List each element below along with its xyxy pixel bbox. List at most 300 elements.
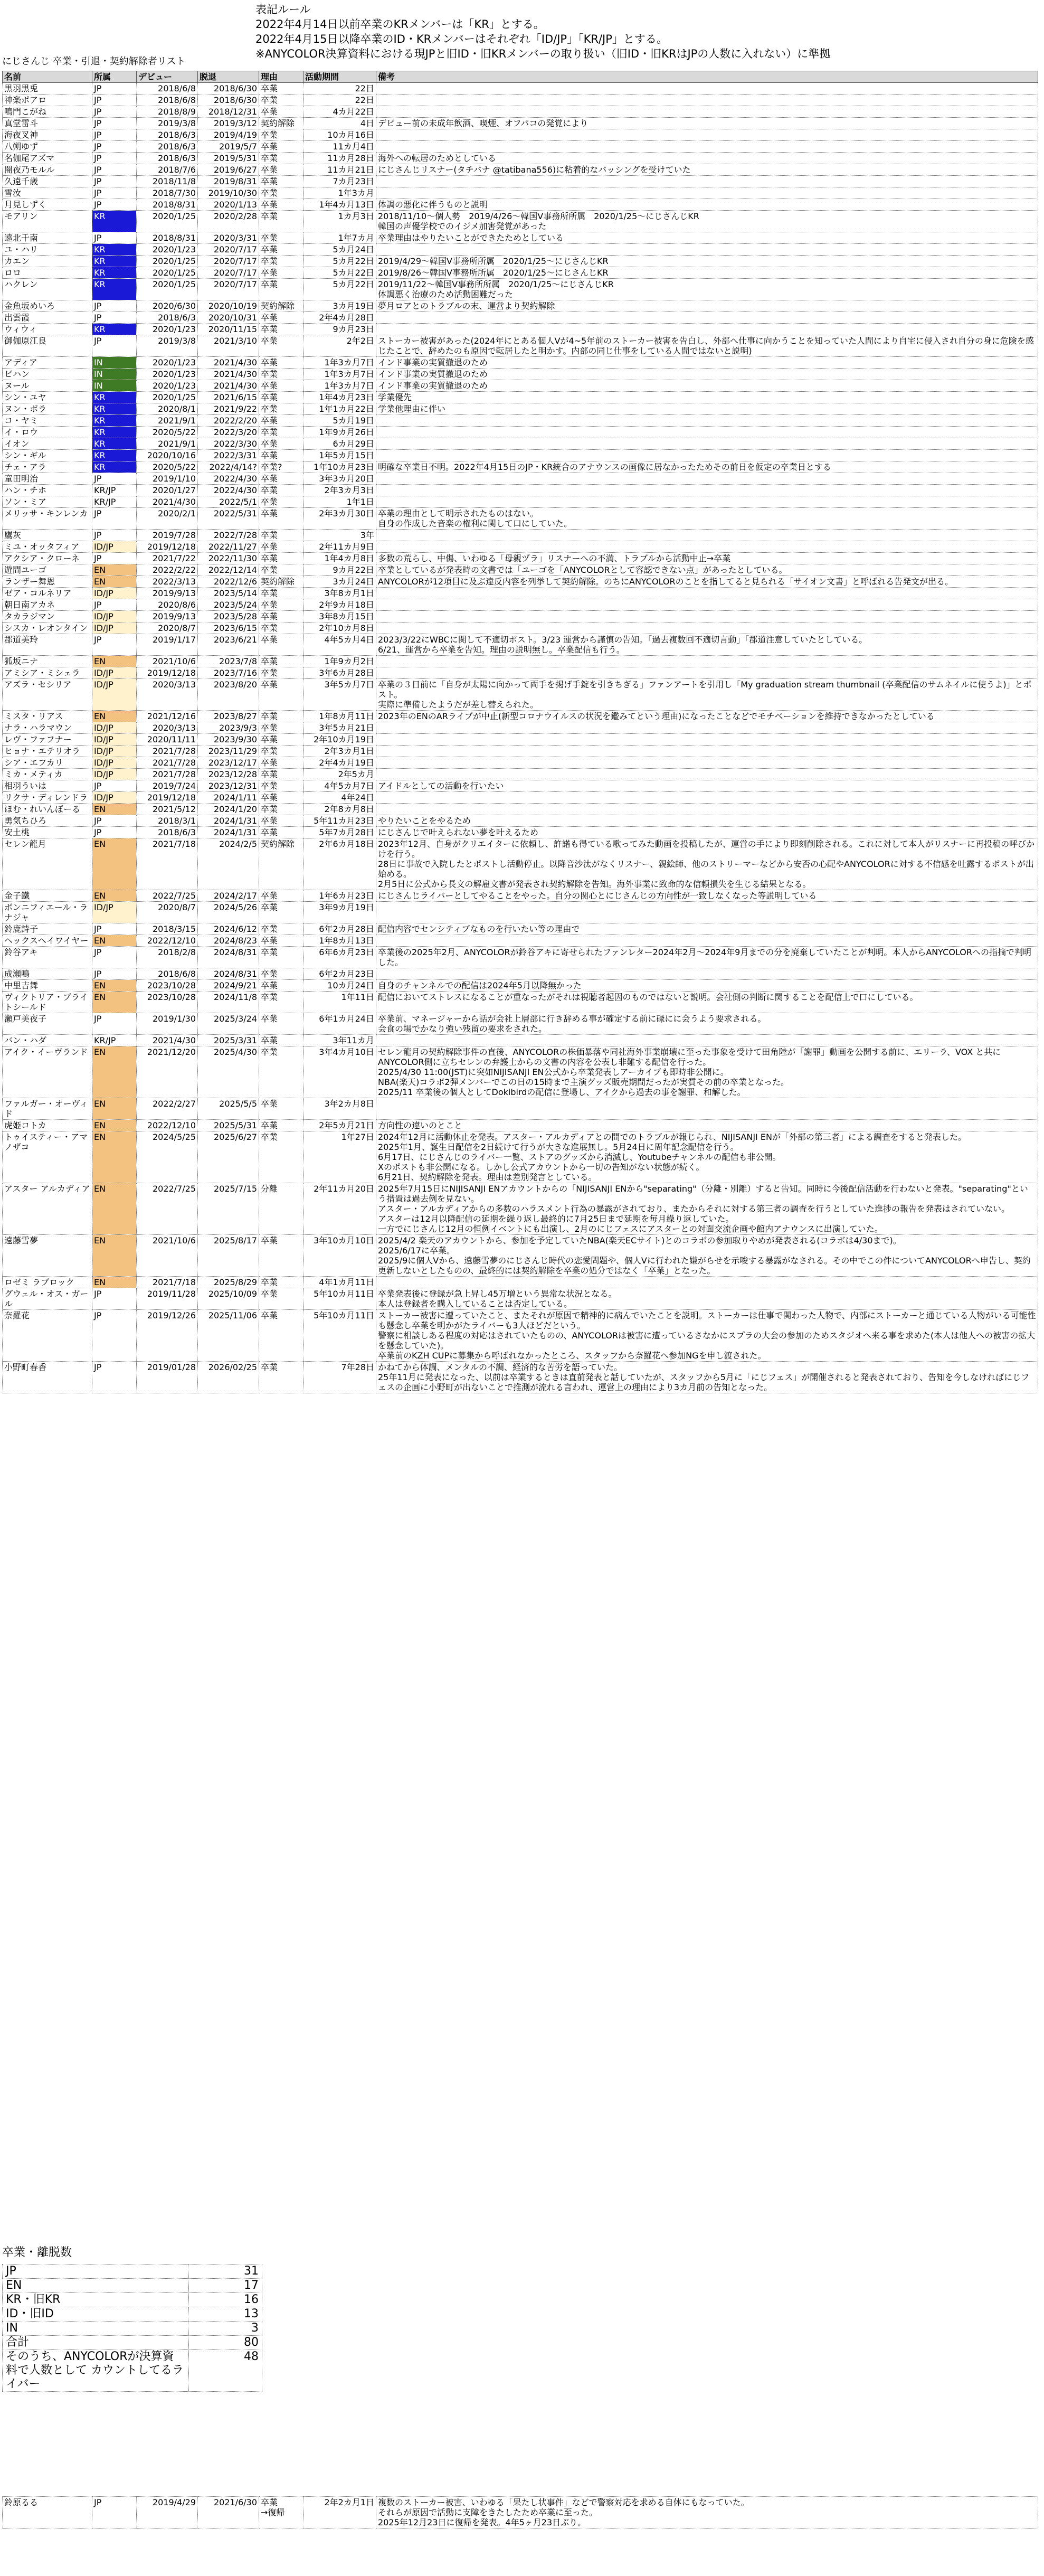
table-row: [3, 2497, 1038, 2528]
cell-org: KR: [92, 279, 137, 300]
table-row: [3, 622, 1038, 634]
cell-reason: 卒業: [259, 473, 303, 485]
cell-note: [376, 324, 1038, 335]
cell-name: 遠北千南: [3, 232, 92, 244]
table-row: [3, 815, 1038, 827]
cell-period: 4日: [303, 118, 376, 129]
cell-period: 1年8カ月11日: [303, 711, 376, 722]
cell-debut: 2020/1/25: [137, 211, 198, 232]
cell-leave: 2024/1/11: [198, 792, 259, 804]
stats-value: 31: [189, 2264, 262, 2279]
cell-name: ユ・ハリ: [3, 244, 92, 256]
table-row: [3, 1131, 1038, 1183]
cell-period: 3年3カ月20日: [303, 473, 376, 485]
cell-org: JP: [92, 508, 137, 530]
cell-debut: 2020/11/11: [137, 734, 198, 746]
cell-period: 2年11カ月20日: [303, 1183, 376, 1235]
cell-note: 卒業の理由として明示されたものはない。 自身の作成した音楽の権利に関して口にしていた。: [376, 508, 1038, 530]
cell-note: [376, 450, 1038, 461]
cell-reason: 卒業: [259, 403, 303, 415]
stats-value: 17: [189, 2279, 262, 2293]
cell-org: JP: [92, 815, 137, 827]
cell-org: EN: [92, 992, 137, 1013]
cell-debut: 2023/10/28: [137, 992, 198, 1013]
cell-org: KR: [92, 450, 137, 461]
cell-org: ID/JP: [92, 734, 137, 746]
cell-note: 自身のチャンネルでの配信は2024年5月以降無かった: [376, 980, 1038, 992]
cell-period: 3年9カ月19日: [303, 902, 376, 923]
cell-name: 相羽ういは: [3, 780, 92, 792]
cell-reason: 契約解除: [259, 300, 303, 312]
cell-leave: 2019/8/31: [198, 176, 259, 187]
cell-debut: 2018/6/3: [137, 141, 198, 153]
table-row: [3, 902, 1038, 923]
cell-org: IN: [92, 357, 137, 369]
cell-org: KR: [92, 244, 137, 256]
cell-reason: 卒業: [259, 827, 303, 838]
cell-debut: 2018/8/31: [137, 232, 198, 244]
cell-org: EN: [92, 1277, 137, 1288]
cell-reason: 契約解除: [259, 838, 303, 890]
cell-org: JP: [92, 923, 137, 935]
cell-note: [376, 496, 1038, 508]
cell-note: アイドルとしての活動を行いたい: [376, 780, 1038, 792]
cell-org: KR: [92, 267, 137, 279]
cell-note: [376, 599, 1038, 611]
cell-name: セレン龍月: [3, 838, 92, 890]
cell-note: [376, 176, 1038, 187]
stats-row: [3, 2350, 262, 2392]
cell-note: [376, 530, 1038, 541]
cell-reason: 卒業: [259, 279, 303, 300]
cell-name: イオン: [3, 438, 92, 450]
cell-reason: 卒業: [259, 746, 303, 757]
cell-debut: 2018/7/30: [137, 187, 198, 199]
cell-reason: 卒業: [259, 335, 303, 357]
cell-leave: 2020/3/31: [198, 232, 259, 244]
cell-name: カエン: [3, 256, 92, 267]
cell-note: 2024年12月に活動休止を発表。アスター・アルカディアとの間でのトラブルが報じられ、NIJISANJI ENが「外部の第三者」による調査をすると発表した。 2025年1月、誕生日配信を2日続けて行うが大きな進展無し。5月24日に周年記念配信を行う。 6月17日、にじさんじのライバー一覧、ストアのグッズから消滅し、Youtubeチャンネルの配信も非公開。 Xのポストも非公開になる。しかし公式アカウントから一切の告知がない状態が続く。 6月21日、契約解除を発表。理由は差別発言としている。: [376, 1131, 1038, 1183]
cell-note: 卒業前、マネージャーから話が会社上層部に行き辞める事が確定する前に碌にに会うよう要求される。 会食の場でかなり強い残留の要求をされた。: [376, 1013, 1038, 1035]
cell-reason: 卒業: [259, 923, 303, 935]
cell-reason: 卒業: [259, 153, 303, 164]
cell-debut: 2019/1/17: [137, 634, 198, 656]
cell-org: EN: [92, 804, 137, 815]
cell-leave: 2024/6/12: [198, 923, 259, 935]
cell-name: ウィウィ: [3, 324, 92, 335]
table-row: [3, 769, 1038, 780]
cell-debut: 2019/1/30: [137, 1013, 198, 1035]
cell-period: 11カ月21日: [303, 164, 376, 176]
cell-name: ロゼミ ラブロック: [3, 1277, 92, 1288]
stats-row: [3, 2322, 262, 2336]
cell-reason: 卒業: [259, 656, 303, 667]
cell-debut: 2019/1/10: [137, 473, 198, 485]
sheet-title: にじさんじ 卒業・引退・契約解除者リスト: [2, 56, 186, 67]
header-reason: 理由: [259, 71, 303, 83]
cell-org: EN: [92, 1183, 137, 1235]
cell-org: JP: [92, 199, 137, 211]
cell-period: 2年10カ月8日: [303, 622, 376, 634]
cell-leave: 2019/10/30: [198, 187, 259, 199]
cell-leave: 2021/4/30: [198, 369, 259, 380]
cell-debut: 2021/7/18: [137, 838, 198, 890]
cell-leave: 2023/12/28: [198, 769, 259, 780]
header-name: 名前: [3, 71, 92, 83]
table-row: [3, 496, 1038, 508]
cell-org: EN: [92, 576, 137, 588]
stats-value: 80: [189, 2336, 262, 2350]
cell-org: JP: [92, 780, 137, 792]
cell-leave: 2023/7/16: [198, 667, 259, 679]
cell-name: メリッサ・キンレンカ: [3, 508, 92, 530]
cell-name: 鈴原るる: [3, 2497, 92, 2528]
cell-reason: 卒業: [259, 392, 303, 403]
cell-name: シア・エフカリ: [3, 757, 92, 769]
cell-leave: 2020/11/15: [198, 324, 259, 335]
cell-org: KR/JP: [92, 485, 137, 496]
cell-note: [376, 734, 1038, 746]
table-row: [3, 357, 1038, 369]
cell-debut: 2021/5/12: [137, 804, 198, 815]
cell-reason: 卒業: [259, 438, 303, 450]
cell-note: デビュー前の未成年飲酒、喫煙、オフパコの発覚により: [376, 118, 1038, 129]
cell-debut: 2018/6/3: [137, 129, 198, 141]
cell-debut: 2024/5/25: [137, 1131, 198, 1183]
cell-leave: 2023/6/15: [198, 622, 259, 634]
cell-org: JP: [92, 141, 137, 153]
cell-name: 黒羽黒兎: [3, 83, 92, 95]
stats-label: EN: [3, 2279, 189, 2293]
cell-leave: 2020/1/13: [198, 199, 259, 211]
cell-period: 1年4カ月13日: [303, 199, 376, 211]
cell-name: ハクレン: [3, 279, 92, 300]
table-row: [3, 792, 1038, 804]
cell-debut: 2020/1/23: [137, 324, 198, 335]
cell-reason: 卒業: [259, 757, 303, 769]
cell-reason: 卒業: [259, 980, 303, 992]
cell-debut: 2018/6/3: [137, 827, 198, 838]
cell-reason: 卒業: [259, 1288, 303, 1310]
cell-note: かねてから体調、メンタルの不調、経済的な苦労を語っていた。 25年11月に発表になった、以前は卒業するときは直前発表と話していたが、スタッフから5月に「にじフェス」が開催されると発表されており、告知を今しなければにじフェスの企画に小野町が出ないことで推測が流れる言われ、運営上の理由により3カ月前の告知となった。: [376, 1362, 1038, 1393]
cell-note: 2023年12月、自身がクリエイターに依頼し、許諾も得ている歌ってみた動画を投稿したが、運営の手により即刻削除される。これに対して本人がリスナーに再投稿の呼びかけを行う。 28日に事故で入院したとポストし活動停止。以降音沙汰がなくリスナー、親絵師、他のストリーマーなどから安否の心配やANYCOLORに対する不信感を吐露するポストが出始める。 2月5日に公式から長文の解雇文書が発表され契約解除を告知。海外事業に致命的な信頼損失を生じる結果となる。: [376, 838, 1038, 890]
cell-name: 遊間ユーゴ: [3, 564, 92, 576]
cell-note: インド事業の実質撤退のため: [376, 369, 1038, 380]
table-row: [3, 947, 1038, 968]
cell-name: 遠藤雪夢: [3, 1235, 92, 1277]
cell-name: ハン・チホ: [3, 485, 92, 496]
stats-label: ID・旧ID: [3, 2307, 189, 2322]
table-row: [3, 804, 1038, 815]
cell-note: [376, 1035, 1038, 1046]
table-row: [3, 300, 1038, 312]
cell-org: EN: [92, 1120, 137, 1131]
cell-leave: 2023/11/29: [198, 746, 259, 757]
cell-debut: 2021/4/30: [137, 1035, 198, 1046]
cell-period: 9カ月22日: [303, 564, 376, 576]
cell-period: 1年4カ月23日: [303, 392, 376, 403]
stats-label: 合計: [3, 2336, 189, 2350]
stats-title: 卒業・離脱数: [2, 2246, 72, 2259]
table-row: [3, 827, 1038, 838]
table-row: [3, 588, 1038, 599]
cell-name: 奈羅花: [3, 1310, 92, 1362]
cell-note: [376, 722, 1038, 734]
table-row: [3, 746, 1038, 757]
cell-reason: 卒業: [259, 1362, 303, 1393]
cell-leave: 2025/5/5: [198, 1098, 259, 1120]
last-member-table: [2, 2496, 1038, 2528]
cell-note: [376, 769, 1038, 780]
cell-leave: 2020/10/31: [198, 312, 259, 324]
cell-reason: 卒業: [259, 164, 303, 176]
cell-note: 卒業としているが発表時の文書では「ユーゴを「ANYCOLORとして容認できない点」があったとしている。: [376, 564, 1038, 576]
cell-reason: 卒業: [259, 902, 303, 923]
cell-debut: 2020/3/13: [137, 722, 198, 734]
cell-leave: 2023/5/28: [198, 611, 259, 622]
table-row: [3, 95, 1038, 106]
cell-org: ID/JP: [92, 667, 137, 679]
cell-name: ヌン・ボラ: [3, 403, 92, 415]
cell-reason: 卒業: [259, 508, 303, 530]
cell-name: ランザー舞恩: [3, 576, 92, 588]
cell-note: 方向性の違いのとこと: [376, 1120, 1038, 1131]
cell-reason: 卒業: [259, 244, 303, 256]
cell-leave: 2025/3/31: [198, 1035, 259, 1046]
table-row: [3, 1277, 1038, 1288]
cell-note: [376, 438, 1038, 450]
cell-debut: 2019/4/29: [137, 2497, 198, 2528]
cell-period: 6年2カ月23日: [303, 968, 376, 980]
cell-debut: 2018/6/3: [137, 153, 198, 164]
cell-name: 鷹灰: [3, 530, 92, 541]
cell-leave: 2024/8/31: [198, 968, 259, 980]
cell-reason: 卒業: [259, 324, 303, 335]
cell-name: 鈴谷アキ: [3, 947, 92, 968]
cell-name: ミユ・オッタフィア: [3, 541, 92, 553]
cell-reason: 分離: [259, 1183, 303, 1235]
cell-leave: 2024/8/31: [198, 947, 259, 968]
cell-reason: 卒業: [259, 129, 303, 141]
cell-leave: 2025/8/29: [198, 1277, 259, 1288]
cell-name: 雪汝: [3, 187, 92, 199]
cell-org: KR: [92, 461, 137, 473]
cell-reason: 契約解除: [259, 576, 303, 588]
cell-reason: 卒業: [259, 780, 303, 792]
cell-reason: 卒業: [259, 992, 303, 1013]
cell-reason: 卒業: [259, 890, 303, 902]
cell-name: 瀬戸美夜子: [3, 1013, 92, 1035]
cell-leave: 2024/2/5: [198, 838, 259, 890]
stats-value: 3: [189, 2322, 262, 2336]
cell-org: JP: [92, 335, 137, 357]
cell-leave: 2020/7/17: [198, 244, 259, 256]
cell-name: ボンニフィエール・ラナジャ: [3, 902, 92, 923]
table-row: [3, 211, 1038, 232]
cell-reason: 卒業: [259, 611, 303, 622]
rules-block: [255, 2, 1037, 61]
cell-leave: 2019/6/27: [198, 164, 259, 176]
cell-org: KR: [92, 438, 137, 450]
cell-note: [376, 1098, 1038, 1120]
cell-note: [376, 187, 1038, 199]
cell-note: [376, 415, 1038, 427]
table-row: [3, 1046, 1038, 1098]
cell-reason: 卒業: [259, 722, 303, 734]
cell-debut: 2020/1/25: [137, 279, 198, 300]
cell-reason: 卒業: [259, 734, 303, 746]
cell-reason: 卒業: [259, 415, 303, 427]
cell-org: IN: [92, 380, 137, 392]
cell-note: 複数のストーカー被害、いわゆる「果たし状事件」などで警察対応を求める自体にもなっていた。 それらが原因で活動に支障をきたしたため卒業に至った。 2025年12月23日に復帰を発表。4年5ヶ月23日ぶり。: [376, 2497, 1038, 2528]
cell-leave: 2024/1/20: [198, 804, 259, 815]
table-row: [3, 164, 1038, 176]
cell-org: ID/JP: [92, 588, 137, 599]
cell-leave: 2022/3/31: [198, 450, 259, 461]
cell-leave: 2023/9/3: [198, 722, 259, 734]
cell-period: 1年3カ月7日: [303, 357, 376, 369]
cell-debut: 2020/2/1: [137, 508, 198, 530]
cell-debut: 2021/7/18: [137, 1277, 198, 1288]
table-row: [3, 1183, 1038, 1235]
cell-period: 6カ月29日: [303, 438, 376, 450]
table-row: [3, 199, 1038, 211]
table-row: [3, 599, 1038, 611]
cell-leave: 2018/6/30: [198, 83, 259, 95]
cell-debut: 2020/8/7: [137, 622, 198, 634]
cell-note: [376, 792, 1038, 804]
cell-leave: 2020/7/17: [198, 267, 259, 279]
cell-debut: 2020/8/1: [137, 403, 198, 415]
table-row: [3, 312, 1038, 324]
cell-note: [376, 106, 1038, 118]
cell-note: [376, 129, 1038, 141]
cell-note: [376, 485, 1038, 496]
cell-debut: 2022/2/27: [137, 1098, 198, 1120]
cell-debut: 2018/8/31: [137, 199, 198, 211]
cell-name: 神楽ポアロ: [3, 95, 92, 106]
table-row: [3, 530, 1038, 541]
table-row: [3, 256, 1038, 267]
cell-name: リクサ・ディレンドラ: [3, 792, 92, 804]
stats-table: [2, 2264, 262, 2392]
cell-debut: 2019/3/8: [137, 118, 198, 129]
stats-block: [2, 2246, 262, 2392]
cell-name: 狐坂ニナ: [3, 656, 92, 667]
cell-period: 5年10カ月11日: [303, 1288, 376, 1310]
cell-period: 3年10カ月10日: [303, 1235, 376, 1277]
header-note: 備考: [376, 71, 1038, 83]
cell-leave: 2020/2/28: [198, 211, 259, 232]
cell-debut: 2018/6/8: [137, 83, 198, 95]
cell-org: KR: [92, 211, 137, 232]
header-debut: デビュー: [137, 71, 198, 83]
cell-debut: 2019/12/26: [137, 1310, 198, 1362]
cell-reason: 卒業: [259, 667, 303, 679]
cell-reason: 卒業: [259, 95, 303, 106]
cell-period: 3年8カ月1日: [303, 588, 376, 599]
cell-note: [376, 902, 1038, 923]
cell-leave: 2024/5/26: [198, 902, 259, 923]
cell-reason: 卒業: [259, 935, 303, 947]
cell-org: JP: [92, 947, 137, 968]
cell-org: JP: [92, 1288, 137, 1310]
cell-period: 1年3カ月7日: [303, 369, 376, 380]
cell-debut: 2022/3/13: [137, 576, 198, 588]
cell-note: [376, 473, 1038, 485]
cell-period: 3年4カ月10日: [303, 1046, 376, 1098]
cell-leave: 2022/5/31: [198, 508, 259, 530]
cell-debut: 2020/1/25: [137, 256, 198, 267]
cell-name: アクシア・クローネ: [3, 553, 92, 564]
cell-name: ナラ・ハラマウン: [3, 722, 92, 734]
cell-period: 1年4カ月8日: [303, 553, 376, 564]
cell-period: 1年27日: [303, 1131, 376, 1183]
cell-org: EN: [92, 935, 137, 947]
table-row: [3, 279, 1038, 300]
cell-period: 3年6カ月28日: [303, 667, 376, 679]
cell-reason: 卒業: [259, 588, 303, 599]
cell-debut: 2021/7/28: [137, 757, 198, 769]
cell-name: 鳴門こがね: [3, 106, 92, 118]
cell-reason: 卒業: [259, 599, 303, 611]
table-row: [3, 1013, 1038, 1035]
cell-name: 真堂雷斗: [3, 118, 92, 129]
cell-debut: 2020/1/23: [137, 244, 198, 256]
cell-reason: 卒業: [259, 541, 303, 553]
cell-leave: 2022/12/6: [198, 576, 259, 588]
table-row: [3, 485, 1038, 496]
cell-leave: 2022/7/28: [198, 530, 259, 541]
cell-debut: 2020/10/16: [137, 450, 198, 461]
cell-note: ANYCOLORが12項目に及ぶ違反内容を列挙して契約解除。のちにANYCOLORのことを指してると見られる「サイオン文書」と呼ばれる告発文が出る。: [376, 576, 1038, 588]
cell-note: インド事業の実質撤退のため: [376, 357, 1038, 369]
table-row: [3, 83, 1038, 95]
cell-leave: 2024/1/31: [198, 815, 259, 827]
cell-org: JP: [92, 2497, 137, 2528]
cell-name: 虎姫コトカ: [3, 1120, 92, 1131]
cell-name: 月見しずく: [3, 199, 92, 211]
cell-debut: 2022/12/10: [137, 1120, 198, 1131]
cell-debut: 2021/7/28: [137, 746, 198, 757]
stats-row: [3, 2336, 262, 2350]
table-row: [3, 415, 1038, 427]
cell-org: JP: [92, 473, 137, 485]
cell-leave: 2021/4/30: [198, 357, 259, 369]
cell-debut: 2020/1/23: [137, 357, 198, 369]
cell-period: 3年5カ月7日: [303, 679, 376, 711]
cell-org: JP: [92, 106, 137, 118]
stats-row: [3, 2293, 262, 2307]
cell-leave: 2022/4/30: [198, 485, 259, 496]
cell-period: 11カ月28日: [303, 153, 376, 164]
cell-org: JP: [92, 153, 137, 164]
cell-debut: 2018/3/15: [137, 923, 198, 935]
table-row: [3, 1288, 1038, 1310]
cell-debut: 2018/6/8: [137, 968, 198, 980]
cell-name: バン・ハダ: [3, 1035, 92, 1046]
table-row: [3, 427, 1038, 438]
cell-note: ストーカー被害に遭っていたこと、またそれが原因で精神的に病んでいたことを説明。ストーカーは仕事で関わった人物で、内部にストーカーと通じている人物がいる可能性も懸念し卒業を明かがたライバーも3人ほどだという。 警察に相談しある程度の対応はされていたものの、ANYCOLORは被害に遭っているさなかにスプラの大会の参加のためスタジオへ来る事を求めた(本人は他人への被害の拡大を懸念していた)。 卒業前のKZH CUPに募集から呼ばれなかったところ、スタッフから奈羅花へ参加NGを申し渡された。: [376, 1310, 1038, 1362]
cell-name: 久遠千歳: [3, 176, 92, 187]
cell-leave: 2019/3/12: [198, 118, 259, 129]
cell-org: JP: [92, 1362, 137, 1393]
cell-debut: 2018/8/9: [137, 106, 198, 118]
cell-leave: 2022/3/30: [198, 438, 259, 450]
cell-name: 朝日南アカネ: [3, 599, 92, 611]
cell-leave: 2021/4/30: [198, 380, 259, 392]
cell-reason: 卒業: [259, 267, 303, 279]
